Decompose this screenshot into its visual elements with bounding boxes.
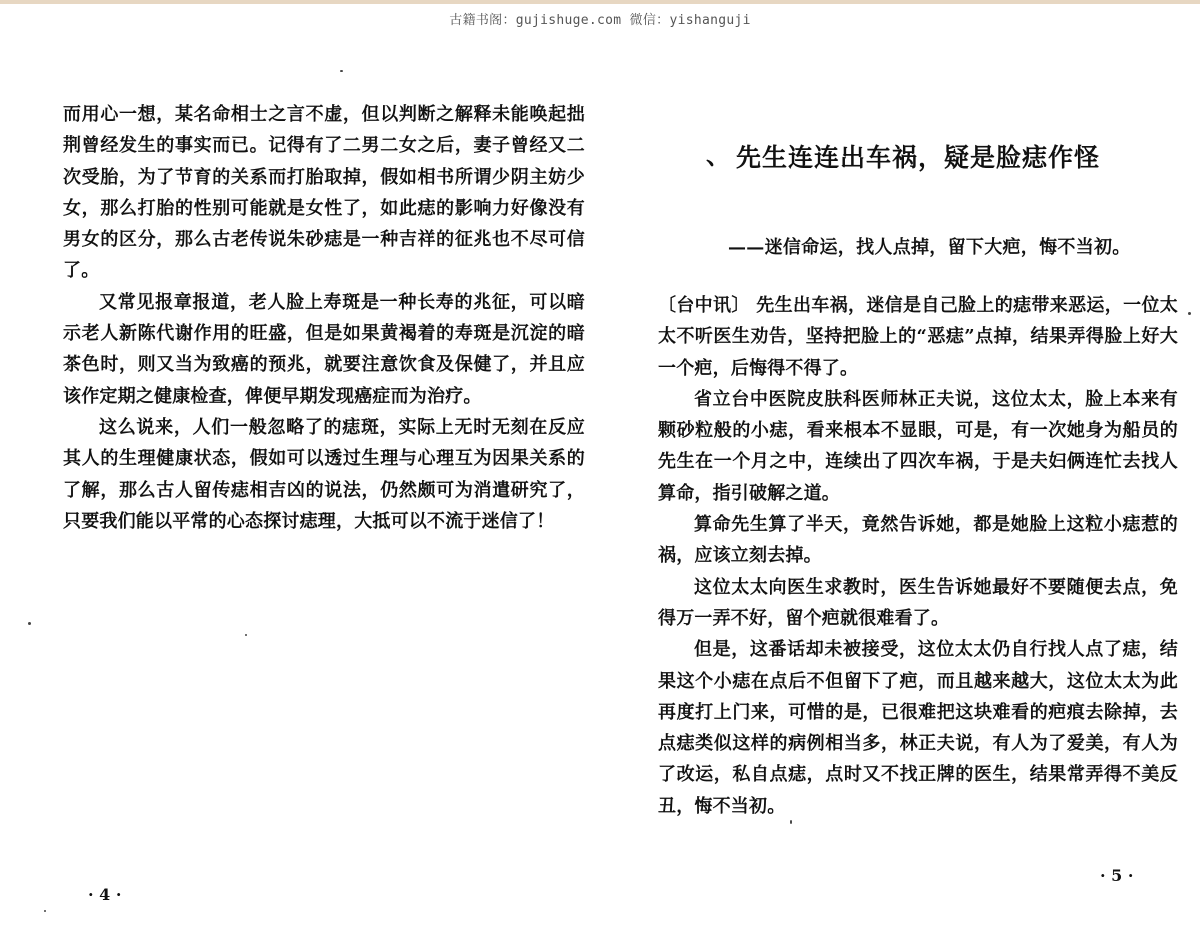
paragraph: 这位太太向医生求教时，医生告诉她最好不要随便去点，免得万一弄不好，留个疤就很难看了。 [658,576,1178,629]
scan-speck [245,634,247,636]
paragraph: 但是，这番话却未被接受，这位太太仍自行找人点了痣，结果这个小痣在点后不但留下了疤，而且越来越大，这位太太为此再度打上门来，可惜的是，已很难把这块难看的疤痕去除掉，去点痣类似这样的病例相当多，林正夫说，有人为了爱美，有人为了改运，私自点痣，点时又不找正牌的医生，结果常弄得不美反丑，悔不当初。 [658,639,1178,817]
scan-speck [28,622,31,625]
paragraph: 算命先生算了半天，竟然告诉她，都是她脸上这粒小痣惹的祸，应该立刻去掉。 [658,514,1178,567]
title-bullet: 、 [706,141,730,170]
paragraph: 〔台中讯〕 先生出车祸，迷信是自己脸上的痣带来恶运，一位太太不听医生劝告，坚持把脸上的“恶痣”点掉，结果弄得脸上好大一个疤，后悔得不得了。 [658,295,1178,379]
page-number-left: · 4 · [88,885,122,904]
paragraph: 而用心一想，某名命相士之言不虚，但以判断之解释未能唤起拙荆曾经发生的事实而已。记得有了二男二女之后，妻子曾经又二次受胎，为了节育的关系而打胎取掉，假如相书所谓少阴主妨少女，那么打胎的性别可能就是女性了，如此痣的影响力好像没有男女的区分，那么古老传说朱砂痣是一种吉祥的征兆也不尽可信了。 [63,104,585,282]
paragraph: 这么说来，人们一般忽略了的痣斑，实际上无时无刻在反应其人的生理健康状态，假如可以透过生理与心理互为因果关系的了解，那么古人留传痣相吉凶的说法，仍然颇可为消遣研究了，只要我们能以平常的心态探讨痣理，大抵可以不流于迷信了！ [63,416,585,532]
article-title: 先生连连出车祸，疑是脸痣作怪 [736,143,1101,172]
left-page-body [63,99,585,537]
article-subtitle: ——迷信命运，找人点掉，留下大疤，悔不当初。 [728,237,1131,258]
right-page-body [658,290,1178,822]
scan-speck [340,70,343,72]
scan-speck [1188,312,1191,315]
watermark-header: 古籍书阁：gujishuge.com 微信：yishanguji [449,13,751,28]
right-page [600,0,1200,937]
page-number-right: · 5 · [1100,866,1134,885]
scan-speck [790,820,792,824]
paragraph: 省立台中医院皮肤科医师林正夫说，这位太太，脸上本来有颗砂粒般的小痣，看来根本不显眼，可是，有一次她身为船员的先生在一个月之中，连续出了四次车祸，于是夫妇俩连忙去找人算命，指引破解之道。 [658,388,1178,504]
paragraph: 又常见报章报道，老人脸上寿斑是一种长寿的兆征，可以暗示老人新陈代谢作用的旺盛，但是如果黄褐着的寿斑是沉淀的暗茶色时，则又当为致癌的预兆，就要注意饮食及保健了，并且应该作定期之健康检查，俾便早期发现癌症而为治疗。 [63,291,585,407]
scan-speck [44,910,46,912]
